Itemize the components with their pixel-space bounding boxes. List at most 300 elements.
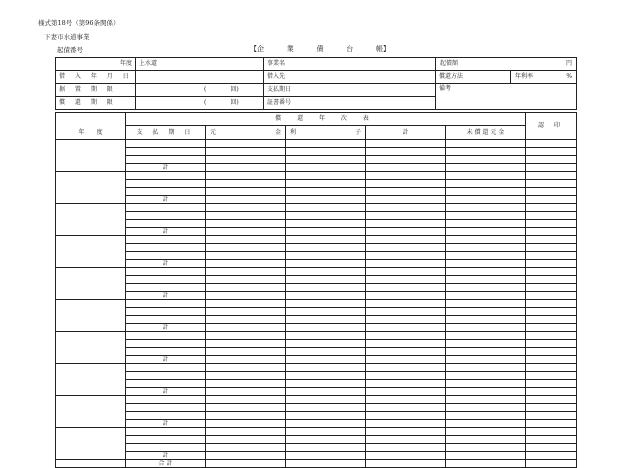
principal-char: 元: [210, 128, 217, 136]
entry-cell[interactable]: [366, 212, 446, 220]
year-cell[interactable]: [56, 300, 126, 332]
table-row: [56, 204, 577, 212]
entry-cell[interactable]: [286, 220, 366, 228]
entry-cell[interactable]: [526, 428, 577, 436]
entry-cell[interactable]: [526, 460, 577, 468]
title-char: 台: [346, 45, 354, 53]
entry-cell[interactable]: [366, 276, 446, 284]
entry-cell[interactable]: [366, 292, 446, 300]
entry-cell[interactable]: [286, 236, 366, 244]
entry-cell[interactable]: [526, 172, 577, 180]
entry-cell[interactable]: [206, 348, 286, 356]
subtotal-row: [56, 292, 577, 300]
entry-cell[interactable]: [286, 308, 366, 316]
entry-cell[interactable]: [286, 452, 366, 460]
entry-cell[interactable]: [126, 364, 206, 372]
entry-cell[interactable]: [446, 276, 526, 284]
entry-cell[interactable]: [366, 284, 446, 292]
entry-cell[interactable]: [446, 364, 526, 372]
entry-cell[interactable]: [526, 268, 577, 276]
title-char: 業: [286, 45, 294, 53]
year-cell[interactable]: [56, 332, 126, 364]
entry-cell[interactable]: [126, 332, 206, 340]
entry-cell[interactable]: [286, 156, 366, 164]
entry-cell[interactable]: [366, 172, 446, 180]
entry-cell[interactable]: [446, 196, 526, 204]
entry-cell[interactable]: [446, 148, 526, 156]
entry-cell[interactable]: [286, 212, 366, 220]
entry-cell[interactable]: [286, 252, 366, 260]
table-row: [56, 156, 577, 164]
entry-cell[interactable]: [286, 428, 366, 436]
entry-cell[interactable]: [126, 348, 206, 356]
entry-cell[interactable]: [206, 388, 286, 396]
table-row: [56, 444, 577, 452]
entry-cell[interactable]: [286, 396, 366, 404]
entry-cell[interactable]: [446, 452, 526, 460]
entry-cell[interactable]: [366, 236, 446, 244]
entry-cell[interactable]: [526, 188, 577, 196]
entry-cell[interactable]: [286, 340, 366, 348]
entry-cell[interactable]: [526, 220, 577, 228]
entry-cell[interactable]: [206, 380, 286, 388]
entry-cell[interactable]: [206, 268, 286, 276]
entry-cell[interactable]: [286, 316, 366, 324]
lender-label: 借入先: [264, 71, 436, 84]
entry-cell[interactable]: [526, 452, 577, 460]
entry-cell[interactable]: [446, 300, 526, 308]
table-row: [56, 220, 577, 228]
entry-cell[interactable]: [126, 444, 206, 452]
entry-cell[interactable]: [446, 356, 526, 364]
entry-cell[interactable]: [446, 204, 526, 212]
entry-cell[interactable]: [206, 412, 286, 420]
entry-cell[interactable]: [446, 324, 526, 332]
fiscal-year-label: 年度: [56, 58, 136, 71]
entry-cell[interactable]: [366, 332, 446, 340]
entry-cell[interactable]: [446, 212, 526, 220]
entry-cell[interactable]: [206, 420, 286, 428]
entry-cell[interactable]: [526, 284, 577, 292]
year-cell[interactable]: [56, 236, 126, 268]
yen-unit: 円: [566, 60, 573, 67]
entry-cell[interactable]: [286, 196, 366, 204]
interest-char: 利: [290, 128, 297, 136]
count-paren: (: [204, 86, 207, 93]
ledger-title: [250, 46, 390, 53]
subtotal-label: 計: [126, 388, 206, 396]
entry-cell[interactable]: [206, 140, 286, 148]
entry-cell[interactable]: [446, 228, 526, 236]
principal-header: [206, 126, 286, 140]
entry-cell[interactable]: [366, 268, 446, 276]
entry-cell[interactable]: [446, 388, 526, 396]
entry-cell[interactable]: [286, 180, 366, 188]
entry-cell[interactable]: [366, 348, 446, 356]
entry-cell[interactable]: [286, 332, 366, 340]
entry-cell[interactable]: [446, 412, 526, 420]
entry-cell[interactable]: [206, 188, 286, 196]
entry-cell[interactable]: [206, 428, 286, 436]
entry-cell[interactable]: [206, 236, 286, 244]
entry-cell[interactable]: [126, 236, 206, 244]
entry-cell[interactable]: [366, 260, 446, 268]
entry-cell[interactable]: [126, 404, 206, 412]
entry-cell[interactable]: [286, 420, 366, 428]
entry-cell[interactable]: [526, 228, 577, 236]
subtotal-label: 計: [126, 292, 206, 300]
entry-cell[interactable]: [366, 388, 446, 396]
entry-cell[interactable]: [446, 164, 526, 172]
entry-cell[interactable]: [366, 228, 446, 236]
entry-cell[interactable]: [206, 196, 286, 204]
entry-cell[interactable]: [446, 292, 526, 300]
year-cell[interactable]: [56, 204, 126, 236]
entry-cell[interactable]: [446, 180, 526, 188]
entry-cell[interactable]: [126, 140, 206, 148]
entry-cell[interactable]: [526, 348, 577, 356]
entry-cell[interactable]: [126, 412, 206, 420]
entry-cell[interactable]: [446, 420, 526, 428]
entry-cell[interactable]: [206, 332, 286, 340]
entry-cell[interactable]: [526, 332, 577, 340]
entry-cell[interactable]: [446, 444, 526, 452]
entry-cell[interactable]: [206, 156, 286, 164]
table-row: [56, 340, 577, 348]
entry-cell[interactable]: [126, 276, 206, 284]
entry-cell[interactable]: [366, 308, 446, 316]
grace-period-value[interactable]: [136, 84, 264, 97]
entry-cell[interactable]: [526, 372, 577, 380]
entry-cell[interactable]: [366, 220, 446, 228]
entry-cell[interactable]: [286, 372, 366, 380]
entry-cell[interactable]: [446, 332, 526, 340]
entry-cell[interactable]: [446, 340, 526, 348]
entry-cell[interactable]: [206, 404, 286, 412]
entry-cell[interactable]: [206, 356, 286, 364]
entry-cell[interactable]: [286, 140, 366, 148]
entry-cell[interactable]: [286, 460, 366, 468]
entry-cell[interactable]: [446, 188, 526, 196]
entry-cell[interactable]: [366, 188, 446, 196]
entry-cell[interactable]: [526, 276, 577, 284]
title-char: 【企: [250, 45, 264, 53]
entry-cell[interactable]: [206, 164, 286, 172]
entry-cell[interactable]: [286, 260, 366, 268]
entry-cell[interactable]: [206, 204, 286, 212]
entry-cell[interactable]: [286, 356, 366, 364]
entry-cell[interactable]: [206, 396, 286, 404]
entry-cell[interactable]: [286, 444, 366, 452]
entry-cell[interactable]: [366, 420, 446, 428]
repayment-period-value[interactable]: [136, 97, 264, 110]
entry-cell[interactable]: [366, 340, 446, 348]
subtotal-row: [56, 324, 577, 332]
entry-cell[interactable]: [126, 372, 206, 380]
entry-cell[interactable]: [366, 364, 446, 372]
entry-cell[interactable]: [126, 316, 206, 324]
entry-cell[interactable]: [526, 156, 577, 164]
grace-period-label: 据 置 期 限: [56, 84, 136, 97]
subtotal-label: 計: [126, 228, 206, 236]
entry-cell[interactable]: [366, 396, 446, 404]
table-row: [56, 252, 577, 260]
entry-cell[interactable]: [446, 348, 526, 356]
entry-cell[interactable]: [206, 228, 286, 236]
entry-cell[interactable]: [286, 204, 366, 212]
entry-cell[interactable]: [126, 284, 206, 292]
entry-cell[interactable]: [446, 252, 526, 260]
subtotal-label: 計: [126, 164, 206, 172]
entry-cell[interactable]: [286, 388, 366, 396]
entry-cell[interactable]: [526, 148, 577, 156]
table-row: [56, 180, 577, 188]
entry-cell[interactable]: [526, 316, 577, 324]
entry-cell[interactable]: [366, 412, 446, 420]
year-cell[interactable]: [56, 140, 126, 172]
entry-cell[interactable]: [126, 180, 206, 188]
table-row: [56, 364, 577, 372]
entry-cell[interactable]: [526, 364, 577, 372]
entry-cell[interactable]: [206, 452, 286, 460]
entry-cell[interactable]: [526, 204, 577, 212]
entry-cell[interactable]: [366, 180, 446, 188]
title-char: 帳】: [376, 45, 390, 53]
table-row: [56, 412, 577, 420]
entry-cell[interactable]: [446, 156, 526, 164]
entry-cell[interactable]: [446, 396, 526, 404]
project-name-label: 事業名: [264, 58, 436, 71]
entry-cell[interactable]: [526, 212, 577, 220]
entry-cell[interactable]: [126, 268, 206, 276]
table-row: [56, 428, 577, 436]
entry-cell[interactable]: [286, 292, 366, 300]
entry-cell[interactable]: [446, 316, 526, 324]
fiscal-year-value[interactable]: 上水道: [136, 58, 264, 71]
entry-cell[interactable]: [446, 236, 526, 244]
entry-cell[interactable]: [366, 428, 446, 436]
entry-cell[interactable]: [206, 308, 286, 316]
entry-cell[interactable]: [126, 244, 206, 252]
entry-cell[interactable]: [446, 172, 526, 180]
entry-cell[interactable]: [286, 188, 366, 196]
entry-cell[interactable]: [446, 308, 526, 316]
entry-cell[interactable]: [526, 380, 577, 388]
entry-cell[interactable]: [286, 404, 366, 412]
entry-cell[interactable]: [366, 316, 446, 324]
entry-cell[interactable]: [206, 292, 286, 300]
entry-cell[interactable]: [206, 460, 286, 468]
subtotal-label: 計: [126, 260, 206, 268]
year-cell[interactable]: [56, 396, 126, 428]
entry-cell[interactable]: [286, 284, 366, 292]
entry-cell[interactable]: [366, 164, 446, 172]
entry-cell[interactable]: [526, 412, 577, 420]
payment-date-label: 支払期日: [264, 84, 436, 97]
annual-rate-cell[interactable]: [511, 71, 577, 84]
subtotal-row: [56, 420, 577, 428]
entry-cell[interactable]: [206, 372, 286, 380]
entry-cell[interactable]: [366, 452, 446, 460]
entry-cell[interactable]: [526, 252, 577, 260]
entry-cell[interactable]: [286, 244, 366, 252]
table-row: [56, 316, 577, 324]
entry-cell[interactable]: [526, 236, 577, 244]
subtotal-row: [56, 196, 577, 204]
entry-cell[interactable]: [366, 252, 446, 260]
entry-cell[interactable]: [446, 380, 526, 388]
entry-cell[interactable]: [366, 300, 446, 308]
year-cell: [56, 460, 126, 468]
entry-cell[interactable]: [526, 292, 577, 300]
entry-cell[interactable]: [526, 356, 577, 364]
entry-cell[interactable]: [526, 196, 577, 204]
table-row: [56, 236, 577, 244]
entry-cell[interactable]: [526, 388, 577, 396]
schedule-header: 償 還 年 次 表: [126, 113, 526, 126]
year-cell[interactable]: [56, 172, 126, 204]
approval-header: 認 印: [526, 113, 577, 140]
entry-cell[interactable]: [366, 244, 446, 252]
entry-cell[interactable]: [366, 372, 446, 380]
entry-cell[interactable]: [526, 164, 577, 172]
entry-cell[interactable]: [526, 404, 577, 412]
entry-cell[interactable]: [126, 340, 206, 348]
annual-rate-label: 年利率: [515, 73, 534, 80]
entry-cell[interactable]: [206, 180, 286, 188]
entry-cell[interactable]: [286, 348, 366, 356]
bond-amount-cell[interactable]: [436, 58, 577, 71]
year-cell[interactable]: [56, 268, 126, 300]
grand-total-label: 合 計: [126, 460, 206, 468]
entry-cell[interactable]: [126, 188, 206, 196]
entry-cell[interactable]: [286, 228, 366, 236]
bond-number-label: 起債番号: [57, 46, 83, 54]
entry-cell[interactable]: [446, 268, 526, 276]
entry-cell[interactable]: [126, 204, 206, 212]
entry-cell[interactable]: [126, 220, 206, 228]
entry-cell[interactable]: [526, 300, 577, 308]
entry-cell[interactable]: [366, 404, 446, 412]
entry-cell[interactable]: [126, 380, 206, 388]
entry-cell[interactable]: [286, 412, 366, 420]
subtotal-label: 計: [126, 420, 206, 428]
entry-cell[interactable]: [126, 252, 206, 260]
borrowing-date-value[interactable]: [136, 71, 264, 84]
entry-cell[interactable]: [366, 156, 446, 164]
entry-cell[interactable]: [126, 148, 206, 156]
entry-cell[interactable]: [286, 276, 366, 284]
entry-cell[interactable]: [526, 180, 577, 188]
entry-cell[interactable]: [206, 244, 286, 252]
entry-cell[interactable]: [206, 148, 286, 156]
entry-cell[interactable]: [366, 380, 446, 388]
entry-cell[interactable]: [446, 284, 526, 292]
entry-cell[interactable]: [526, 140, 577, 148]
entry-cell[interactable]: [446, 244, 526, 252]
entry-cell[interactable]: [526, 444, 577, 452]
entry-cell[interactable]: [206, 276, 286, 284]
entry-cell[interactable]: [206, 284, 286, 292]
entry-cell[interactable]: [446, 428, 526, 436]
year-cell[interactable]: [56, 364, 126, 396]
entry-cell[interactable]: [206, 220, 286, 228]
subtotal-row: [56, 356, 577, 364]
grand-total-row: [56, 460, 577, 468]
entry-cell[interactable]: [366, 324, 446, 332]
entry-cell[interactable]: [286, 380, 366, 388]
entry-cell[interactable]: [286, 364, 366, 372]
entry-cell[interactable]: [526, 396, 577, 404]
table-row: [56, 396, 577, 404]
entry-cell[interactable]: [286, 172, 366, 180]
entry-cell[interactable]: [366, 460, 446, 468]
money-char: 金: [274, 128, 281, 136]
entry-cell[interactable]: [206, 212, 286, 220]
entry-cell[interactable]: [366, 196, 446, 204]
table-row: [56, 268, 577, 276]
entry-cell[interactable]: [366, 444, 446, 452]
entry-cell[interactable]: [126, 396, 206, 404]
certificate-number-label: 証書番号: [264, 97, 436, 110]
entry-cell[interactable]: [526, 308, 577, 316]
entry-cell[interactable]: [126, 156, 206, 164]
entry-cell[interactable]: [366, 140, 446, 148]
repayment-period-label: 償 還 期 限: [56, 97, 136, 110]
entry-cell[interactable]: [446, 460, 526, 468]
entry-cell[interactable]: [526, 260, 577, 268]
year-cell[interactable]: [56, 428, 126, 460]
entry-cell[interactable]: [126, 308, 206, 316]
year-header: 年 度: [56, 113, 126, 140]
bond-amount-label: 起債額: [440, 60, 459, 67]
entry-cell[interactable]: [126, 428, 206, 436]
entry-cell[interactable]: [286, 164, 366, 172]
entry-cell[interactable]: [366, 148, 446, 156]
entry-cell[interactable]: [526, 324, 577, 332]
entry-cell[interactable]: [446, 372, 526, 380]
entry-cell[interactable]: [126, 172, 206, 180]
entry-cell[interactable]: [126, 212, 206, 220]
entry-cell[interactable]: [126, 300, 206, 308]
entry-cell[interactable]: [206, 444, 286, 452]
entry-cell[interactable]: [526, 244, 577, 252]
table-row: [56, 404, 577, 412]
entry-cell[interactable]: [206, 260, 286, 268]
repayment-schedule-table: [55, 112, 577, 468]
entry-cell[interactable]: [286, 300, 366, 308]
entry-cell[interactable]: [366, 204, 446, 212]
entry-cell[interactable]: [446, 260, 526, 268]
entry-cell[interactable]: [206, 316, 286, 324]
entry-cell[interactable]: [366, 356, 446, 364]
entry-cell[interactable]: [446, 404, 526, 412]
entry-cell[interactable]: [286, 148, 366, 156]
table-row: [56, 300, 577, 308]
entry-cell[interactable]: [526, 420, 577, 428]
entry-cell[interactable]: [446, 220, 526, 228]
entry-cell[interactable]: [526, 340, 577, 348]
entry-cell[interactable]: [206, 252, 286, 260]
entry-cell[interactable]: [206, 340, 286, 348]
entry-cell[interactable]: [206, 324, 286, 332]
entry-cell[interactable]: [206, 300, 286, 308]
entry-cell[interactable]: [286, 268, 366, 276]
entry-cell[interactable]: [446, 140, 526, 148]
entry-cell[interactable]: [206, 172, 286, 180]
entry-cell[interactable]: [206, 364, 286, 372]
entry-cell[interactable]: [286, 324, 366, 332]
